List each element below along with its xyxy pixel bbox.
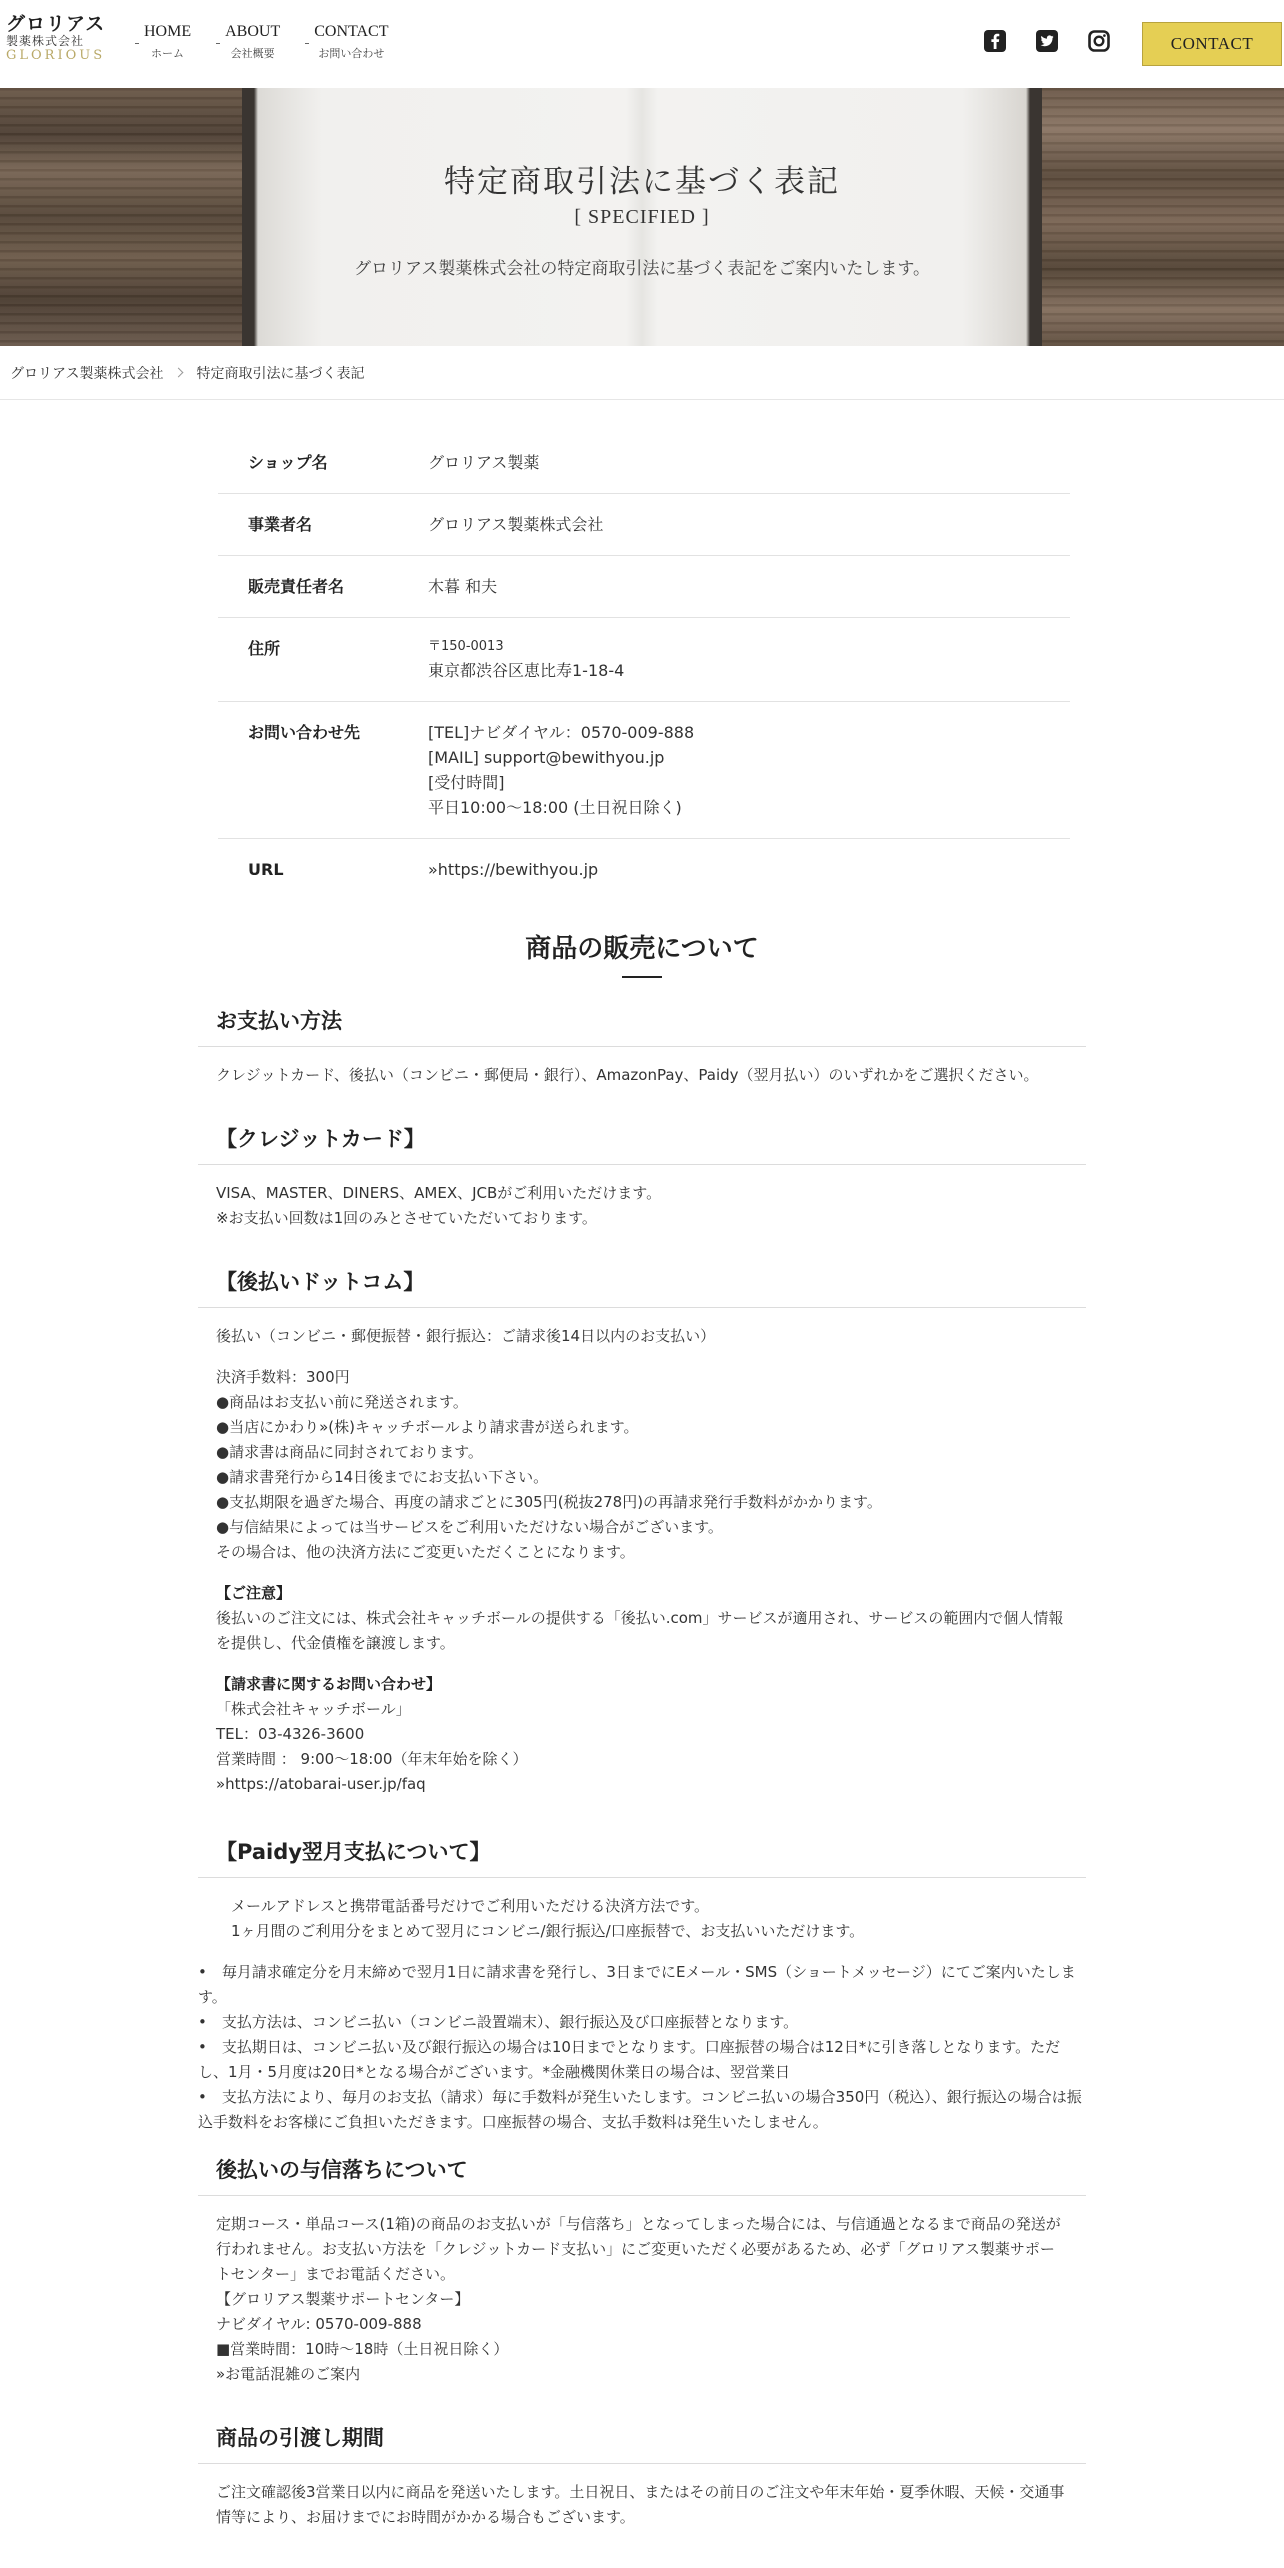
page-title: 特定商取引法に基づく表記	[444, 164, 840, 200]
atobarai-details	[198, 1365, 1086, 1565]
info-value	[428, 636, 1070, 683]
atobarai-notice	[198, 1581, 1086, 1656]
notice-title: 【ご注意】	[216, 1584, 292, 1602]
atobarai-line: 決済手数料：300円	[216, 1368, 350, 1386]
section-title: 商品の販売について	[525, 934, 759, 964]
info-key: 住所	[248, 639, 281, 658]
credit-heading: 【クレジットカード】	[198, 1114, 1086, 1165]
info-key: 販売責任者名	[248, 577, 345, 596]
url-link[interactable]: »https://bewithyou.jp	[428, 860, 599, 879]
payment-heading: お支払い方法	[198, 996, 1086, 1047]
atobarai-line: ●支払期限を過ぎた場合、再度の請求ごとに305円(税抜278円)の再請求発行手数料がかかります。	[216, 1493, 882, 1511]
facebook-icon[interactable]	[984, 30, 1006, 52]
logo-text-en: GLORIOUS	[6, 48, 106, 63]
credit-fail-text	[198, 2212, 1086, 2387]
credit-line: ※お支払い回数は1回のみとさせていただいております。	[216, 1209, 597, 1227]
info-key: ショップ名	[248, 453, 328, 472]
postal-code: 〒150-0013	[428, 639, 504, 654]
atobarai-line: ●商品はお支払い前に発送されます。	[216, 1393, 468, 1411]
paidy-bullet: • 支払方法は、コンビニ払い（コンビニ設置端末）、銀行振込及び口座振替となります。	[198, 2013, 799, 2031]
credit-line: VISA、MASTER、DINERS、AMEX、JCBがご利用いただけます。	[216, 1184, 662, 1202]
paidy-intro	[198, 1894, 1086, 1944]
atobarai-heading: 【後払いドットコム】	[198, 1257, 1086, 1308]
breadcrumb-home[interactable]: グロリアス製薬株式会社	[10, 365, 164, 382]
info-value	[428, 720, 1070, 820]
credit-text	[198, 1181, 1086, 1231]
paidy-heading: 【Paidy翌月支払について】	[198, 1827, 1086, 1878]
paidy-bullet: • 毎月請求確定分を月末締めで翌月1日に請求書を発行し、3日までにEメール・SMS（ショートメッセージ）にてご案内いたします。	[198, 1963, 1076, 2006]
credit-fail-heading: 後払いの与信落ちについて	[198, 2145, 1086, 2196]
logo-text-jp: グロリアス	[6, 13, 106, 35]
info-row-shop	[218, 432, 1070, 494]
breadcrumb	[0, 346, 1284, 400]
info-row-url	[218, 839, 1070, 900]
credit-fail-line: 定期コース・単品コース(1箱)の商品のお支払いが「与信落ち」となってしまった場合には、与信通過となるまで商品の発送が行われません。お支払い方法を「クレジットカード支払い」にご変更いただく必要があるため、必ず「グロリアス製薬サポートセンター」までお電話ください。	[216, 2215, 1061, 2283]
logo-text-sub: 製薬株式会社	[6, 34, 85, 48]
info-value: グロリアス製薬株式会社	[428, 515, 604, 534]
info-row-manager	[218, 556, 1070, 618]
crowd-info-link[interactable]: »お電話混雑のご案内	[216, 2365, 361, 2383]
delivery-heading: 商品の引渡し期間	[198, 2413, 1086, 2464]
instagram-icon[interactable]	[1088, 30, 1110, 52]
paidy-bullets	[198, 1960, 1086, 2135]
site-header	[0, 0, 1284, 88]
info-key: 事業者名	[248, 515, 313, 534]
hero-banner	[0, 88, 1284, 346]
info-key: お問い合わせ先	[248, 723, 361, 742]
inquiry-line: 「株式会社キャッチボール」	[216, 1700, 411, 1718]
paidy-intro-line: メールアドレスと携帯電話番号だけでご利用いただける決済方法です。	[231, 1897, 710, 1915]
nav-home-sub: ホーム	[151, 47, 185, 60]
nav-contact-sub: お問い合わせ	[318, 47, 385, 60]
info-row-address	[218, 618, 1070, 702]
info-table	[218, 432, 1070, 900]
info-row-company	[218, 494, 1070, 556]
atobarai-line[interactable]: ●当店にかわり»(株)キャッチボールより請求書が送られます。	[216, 1418, 639, 1436]
info-value: グロリアス製薬	[428, 453, 540, 472]
breadcrumb-current: 特定商取引法に基づく表記	[196, 365, 365, 382]
main-nav	[140, 22, 419, 61]
info-value: 木暮 和夫	[428, 577, 498, 596]
credit-fail-line: ■営業時間：10時～18時（土日祝日除く）	[216, 2340, 509, 2358]
credit-fail-line: 【グロリアス製薬サポートセンター】	[216, 2290, 470, 2308]
contact-button[interactable]: CONTACT	[1142, 22, 1282, 66]
breadcrumb-chevron-icon	[174, 368, 184, 378]
contact-hours-label: [受付時間]	[428, 773, 505, 792]
nav-home-label: HOME	[144, 23, 192, 40]
contact-hours: 平日10:00〜18:00 (土日祝日除く)	[428, 798, 682, 817]
info-key: URL	[248, 860, 284, 879]
credit-fail-line: ナビダイヤル: 0570-009-888	[216, 2315, 422, 2333]
payment-text: クレジットカード、後払い（コンビニ・郵便局・銀行）、AmazonPay、Paidy（翌月払い）のいずれかをご選択ください。	[216, 1066, 1039, 1084]
contact-tel: [TEL]ナビダイヤル：0570-009-888	[428, 723, 695, 742]
nav-contact-label: CONTACT	[314, 23, 389, 40]
page-description: グロリアス製薬株式会社の特定商取引法に基づく表記をご案内いたします。	[354, 259, 930, 279]
logo[interactable]	[6, 14, 116, 64]
page-subtitle: [ SPECIFIED ]	[574, 206, 710, 228]
nav-home[interactable]	[140, 22, 191, 61]
nav-about-sub: 会社概要	[230, 47, 275, 60]
atobarai-line: その場合は、他の決済方法にご変更いただくことになります。	[216, 1543, 635, 1561]
delivery-text: ご注文確認後3営業日以内に商品を発送いたします。土日祝日、またはその前日のご注文や年末年始・夏季休暇、天候・交通事情等により、お届けまでにお時間がかかる場合もございます。	[216, 2483, 1065, 2526]
nav-contact[interactable]	[310, 22, 388, 61]
paidy-bullet: • 支払方法により、毎月のお支払（請求）毎に手数料が発生いたします。コンビニ払いの場合350円（税込）、銀行振込の場合は振込手数料をお客様にご負担いただきます。口座振替の場合、支払手数料は発生いたしません。	[198, 2088, 1082, 2131]
nav-about[interactable]	[221, 22, 280, 61]
inquiry-title: 【請求書に関するお問い合わせ】	[216, 1675, 442, 1693]
inquiry-line: TEL：03-4326-3600	[216, 1725, 365, 1743]
atobarai-inquiry	[198, 1672, 1086, 1797]
paidy-bullet: • 支払期日は、コンビニ払い及び銀行振込の場合は10日までとなります。口座振替の場合は12日*に引き落しとなります。ただし、1月・5月度は20日*となる場合がございます。*金融機関休業日の場合は、翌営業日	[198, 2038, 1061, 2081]
twitter-icon[interactable]	[1036, 30, 1058, 52]
atobarai-line: ●請求書発行から14日後までにお支払い下さい。	[216, 1468, 549, 1486]
notice-text: 後払いのご注文には、株式会社キャッチボールの提供する「後払い.com」サービスが適用され、サービスの範囲内で個人情報を提供し、代金債権を譲渡します。	[216, 1609, 1064, 1652]
info-row-contact	[218, 702, 1070, 839]
nav-about-label: ABOUT	[225, 23, 281, 40]
faq-link[interactable]: »https://atobarai-user.jp/faq	[216, 1775, 426, 1793]
section-divider	[622, 976, 662, 978]
contact-mail[interactable]: [MAIL] support@bewithyou.jp	[428, 748, 665, 767]
atobarai-intro: 後払い（コンビニ・郵便振替・銀行振込：ご請求後14日以内のお支払い）	[216, 1327, 716, 1345]
sales-content	[198, 996, 1086, 2530]
atobarai-line: ●請求書は商品に同封されております。	[216, 1443, 483, 1461]
atobarai-line: ●与信結果によっては当サービスをご利用いただけない場合がございます。	[216, 1518, 723, 1536]
paidy-intro-line: 1ヶ月間のご利用分をまとめて翌月にコンビニ/銀行振込/口座振替で、お支払いいただけます。	[231, 1922, 865, 1940]
inquiry-line: 営業時間 ： 9:00～18:00（年末年始を除く）	[216, 1750, 528, 1768]
address-line: 東京都渋谷区恵比寿1-18-4	[428, 661, 625, 680]
